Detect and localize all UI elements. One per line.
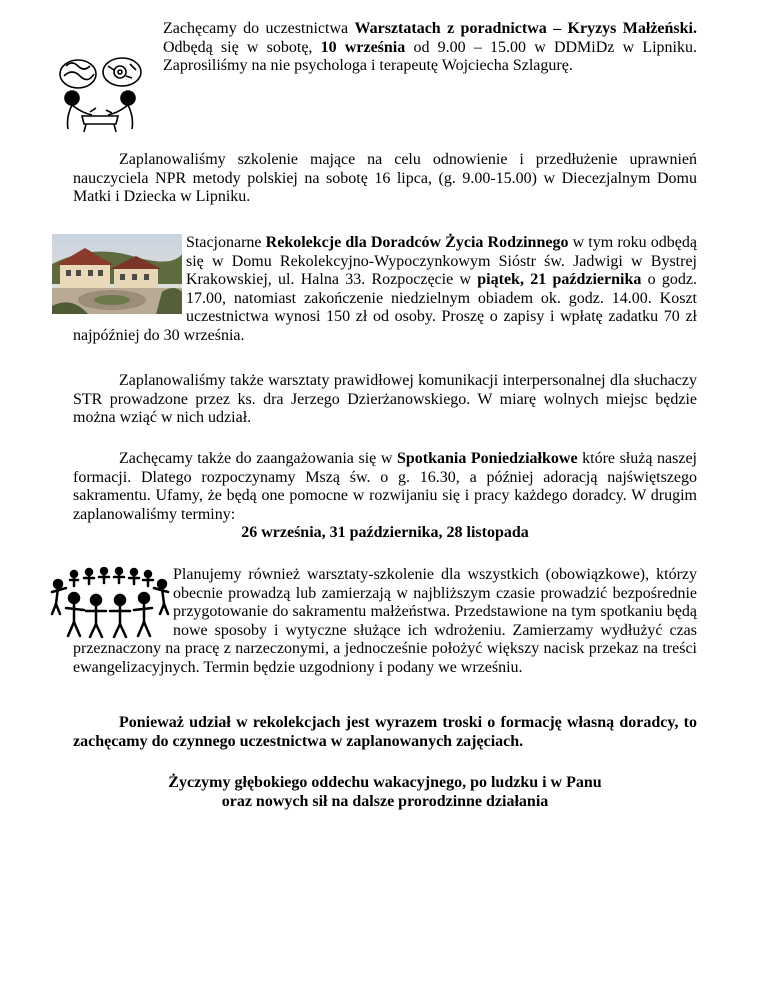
paragraph-encouragement [73,714,697,751]
paragraph-marriage-prep-workshops [73,566,697,677]
paragraph-text: Zaplanowaliśmy także warsztaty prawidłowej komunikacji interpersonalnej dla słuchaczy STR prowadzone przez ks. dra Jerzego Dzierżanowskiego. W miarę wolnych miejsc będzie można wziąć w nich udział. [73,372,697,426]
text: od 9.00 – 15.00 w DDMiDz w Lipniku. Zaprosiliśmy na nie psychologa i terapeutę Wojciecha Szlagurę. [163,38,697,74]
text: Stacjonarne [186,234,266,251]
bold-text: Rekolekcje dla Doradców Życia Rodzinnego [265,234,569,251]
paragraph-workshops-crisis [163,20,697,76]
paragraph-text: Zaplanowaliśmy szkolenie mające na celu odnowienie i przedłużenie uprawnień nauczyciela NPR metody polskiej na sobotę 16 lipca, (g. 9.00-15.00) w Diecezjalnym Domu Matki i Dziecka w Lipniku. [73,151,697,205]
couple-clipart-image [50,52,150,132]
text: które służą naszej formacji. Dlatego rozpoczynamy Mszą św. o g. 16.30, a później adoracją najświętszego sakramentu. Ufamy, że będą one pomocne w rozwijaniu się i pracy każdego doradcy. W drugim zaplanowaliśmy terminy: [73,450,698,523]
bold-text: Warsztatach z poradnictwa – Kryzys Małżeński. [354,20,697,37]
closing-line-1: Życzymy głębokiego oddechu wakacyjnego, po ludzku i w Panu [168,774,602,791]
paragraph-retreat [73,234,697,345]
bold-text: piątek, 21 października [477,271,642,288]
paragraph-monday-meetings [73,450,697,543]
text: Odbędą się w sobotę, [163,38,321,56]
bold-text: 10 września [320,38,406,56]
closing-line-2: oraz nowych sił na dalsze prorodzinne działania [221,792,549,810]
closing-wishes [73,774,697,811]
text: Zachęcamy także do zaangażowania się w [119,450,397,467]
text: w tym roku odbędą się w Domu Rekolekcyjno-Wypoczynkowym Sióstr św. Jadwigi w Bystrej Krakowskiej, ul. Halna 33. Rozpoczęcie w [186,234,697,288]
paragraph-communication-workshops [73,372,697,428]
bold-text: Ponieważ udział w rekolekcjach jest wyrazem troski o formację własną doradcy, to zachęcamy do czynnego uczestnictwa w zaplanowanych zajęciach. [73,714,697,750]
paragraph-text: Planujemy również warsztaty-szkolenie dla wszystkich (obowiązkowe), którzy obecnie prowadzą lub zamierzają w najbliższym czasie prowadzić bezpośrednie przygotowanie do sakramentu małżeństwa. Przedstawione na tym spotkaniu będą nowe sposoby i wytyczne służące ich wdrożeniu. Zamierzamy wydłużyć czas przeznaczony na pracę z narzeczonymi, a jednocześnie położyć większy nacisk przekaz na treści ewangelizacyjnych. Termin będzie uzgodniony i podany we wrześniu. [73,566,697,676]
meeting-dates: 26 września, 31 października, 28 listopada [241,524,529,541]
text: Zachęcamy do uczestnictwa [163,20,355,37]
text: o godz. 17.00, natomiast zakończenie niedzielnym obiadem ok. godz. 14.00. Koszt uczestnictwa wynosi 150 zł od osoby. Proszę o zapisy i wpłatę zadatku 70 zł najpóźniej do 30 września. [73,271,698,344]
bold-text: Spotkania Poniedziałkowe [396,450,578,467]
paragraph-npr-training [73,151,697,207]
